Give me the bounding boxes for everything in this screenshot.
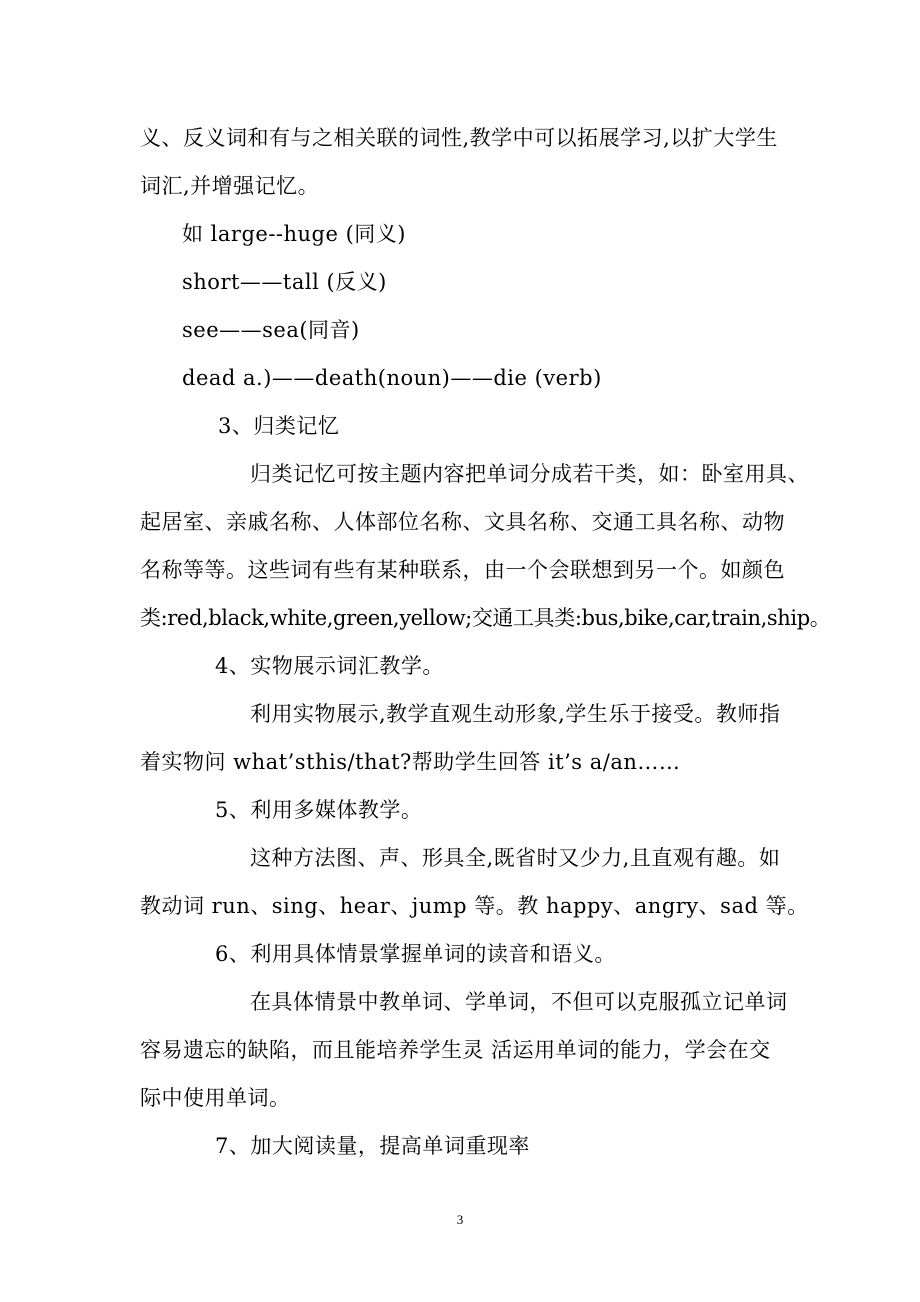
- paragraph-line: 在具体情景中教单词、学单词，不但可以克服孤立记单词: [250, 990, 788, 1014]
- page-number: 3: [456, 1212, 464, 1227]
- paragraph-line: 起居室、亲戚名称、人体部位名称、文具名称、交通工具名称、动物: [140, 510, 785, 534]
- example-line: dead a.)——death(noun)——die (verb): [182, 366, 602, 390]
- example-line: short——tall (反义): [182, 270, 387, 294]
- paragraph-line: 类:red,black,white,green,yellow;交通工具类:bus,bike,car,train,ship。: [140, 606, 831, 630]
- paragraph-line: 教动词 run、sing、hear、jump 等。教 happy、angry、sad 等。: [140, 894, 809, 918]
- paragraph-line: 词汇,并增强记忆。: [140, 174, 320, 198]
- section-heading: 7、加大阅读量，提高单词重现率: [215, 1134, 530, 1158]
- paragraph-line: 容易遗忘的缺陷，而且能培养学生灵 活运用单词的能力，学会在交: [140, 1038, 771, 1062]
- paragraph-line: 这种方法图、声、形具全,既省时又少力,且直观有趣。如: [250, 846, 781, 870]
- paragraph-line: 归类记忆可按主题内容把单词分成若干类，如：卧室用具、: [250, 462, 809, 486]
- paragraph-line: 义、反义词和有与之相关联的词性,教学中可以拓展学习,以扩大学生: [140, 126, 778, 150]
- section-heading: 5、利用多媒体教学。: [215, 798, 423, 822]
- paragraph-line: 着实物问 what’sthis/that?帮助学生回答 it’s a/an……: [140, 750, 681, 774]
- section-heading: 3、归类记忆: [218, 414, 340, 438]
- example-line: 如 large--huge (同义): [182, 222, 406, 246]
- paragraph-line: 利用实物展示,教学直观生动形象,学生乐于接受。教师指: [250, 702, 781, 726]
- section-heading: 6、利用具体情景掌握单词的读音和语义。: [215, 942, 616, 966]
- section-heading: 4、实物展示词汇教学。: [215, 654, 444, 678]
- example-line: see——sea(同音): [182, 318, 360, 342]
- paragraph-line: 名称等等。这些词有些有某种联系，由一个会联想到另一个。如颜色: [140, 558, 785, 582]
- paragraph-line: 际中使用单词。: [140, 1086, 291, 1110]
